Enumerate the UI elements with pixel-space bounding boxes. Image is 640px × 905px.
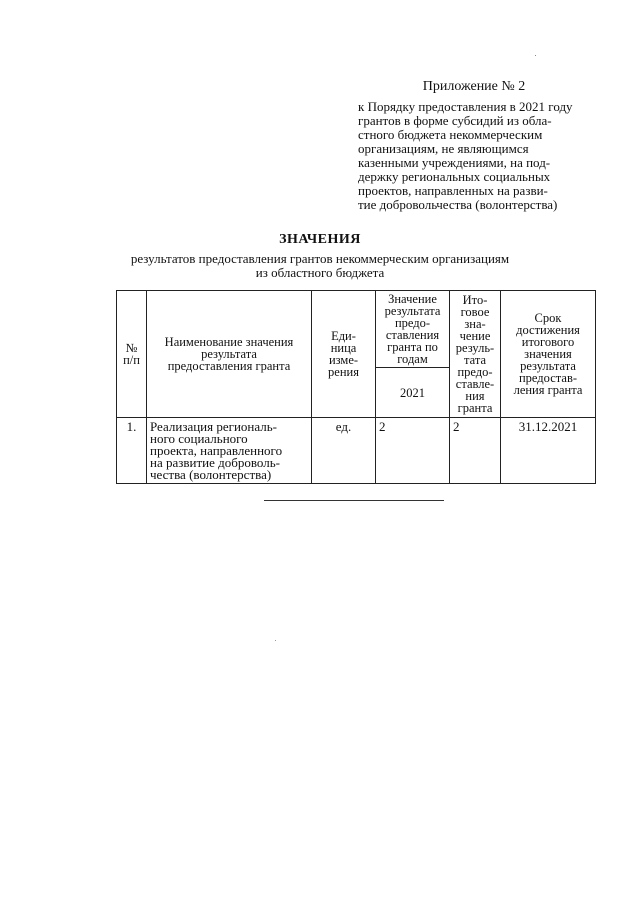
cell-total: 2 (450, 418, 501, 484)
header-line: предостав- (518, 371, 578, 385)
document-subtitle (0, 252, 640, 280)
header-year: 2021 (376, 368, 450, 418)
results-table (116, 290, 596, 484)
cell-line: ного социального (150, 431, 248, 446)
header-line: Наименование значения (164, 335, 294, 349)
header-line: резуль- (455, 341, 495, 355)
header-line: зна- (464, 317, 486, 331)
header-line: тата (463, 353, 486, 367)
subtitle-line: результатов предоставления грантов некоммерческим организациям (130, 251, 510, 266)
table-header-row (117, 291, 596, 368)
appendix-line: проектов, направленных на разви- (358, 183, 548, 198)
appendix-line: стного бюджета некоммерческим (358, 127, 543, 142)
header-line: Ито- (462, 293, 488, 307)
cell-unit: ед. (312, 418, 376, 484)
header-line: итогового (521, 335, 575, 349)
cell-term: 31.12.2021 (501, 418, 596, 484)
subtitle-line: из областного бюджета (255, 265, 385, 280)
header-unit (312, 291, 376, 418)
appendix-line: организациям, не являющимся (358, 141, 529, 156)
header-line: предо- (457, 365, 493, 379)
cell-line: чества (волонтерства) (150, 467, 272, 482)
header-line: говое (460, 305, 490, 319)
header-total (450, 291, 501, 418)
header-value (376, 291, 450, 368)
header-line: ставления (385, 328, 440, 342)
appendix-title: Приложение № 2 (422, 79, 526, 94)
cell-value-2021: 2 (376, 418, 450, 484)
header-num (117, 291, 147, 418)
header-term (501, 291, 596, 418)
appendix-line: тие добровольчества (волонтерства) (358, 197, 558, 212)
header-line: рения (328, 365, 359, 379)
header-line: ница (330, 341, 357, 355)
closing-rule (264, 500, 444, 501)
header-line: предоставления гранта (167, 359, 291, 373)
cell-name (147, 418, 312, 484)
appendix-line: к Порядку предоставления в 2021 году (358, 99, 573, 114)
header-line: Срок (534, 311, 562, 325)
header-line: гранта по (387, 340, 438, 354)
cell-line: Реализация региональ- (150, 419, 278, 434)
header-line: результата (520, 359, 576, 373)
header-name (147, 291, 312, 418)
header-line: предо- (394, 316, 431, 330)
scan-speck (275, 640, 276, 641)
header-line: значения (524, 347, 572, 361)
document-title: ЗНАЧЕНИЯ (279, 232, 361, 247)
appendix-block (358, 80, 590, 212)
cell-line: проекта, направленного (150, 443, 283, 458)
cell-num: 1. (117, 418, 147, 484)
header-line: ставле- (455, 377, 495, 391)
appendix-line: держку региональных социальных (358, 169, 551, 184)
header-line: № (125, 341, 138, 355)
header-line: изме- (328, 353, 359, 367)
header-line: гранта (457, 401, 493, 415)
cell-line: на развитие доброволь- (150, 455, 280, 470)
appendix-line: казенными учреждениями, на под- (358, 155, 551, 170)
header-line: годам (397, 352, 428, 366)
header-line: достижения (516, 323, 580, 337)
header-line: чение (459, 329, 491, 343)
header-line: Значение (388, 292, 437, 306)
scan-speck (535, 55, 536, 56)
header-line: Еди- (331, 329, 356, 343)
header-line: п/п (123, 353, 140, 367)
appendix-line: грантов в форме субсидий из обла- (358, 113, 552, 128)
table-row (117, 418, 596, 484)
header-line: ления гранта (513, 383, 583, 397)
header-line: ния (465, 389, 485, 403)
header-line: результата (201, 347, 257, 361)
header-line: результата (384, 304, 441, 318)
